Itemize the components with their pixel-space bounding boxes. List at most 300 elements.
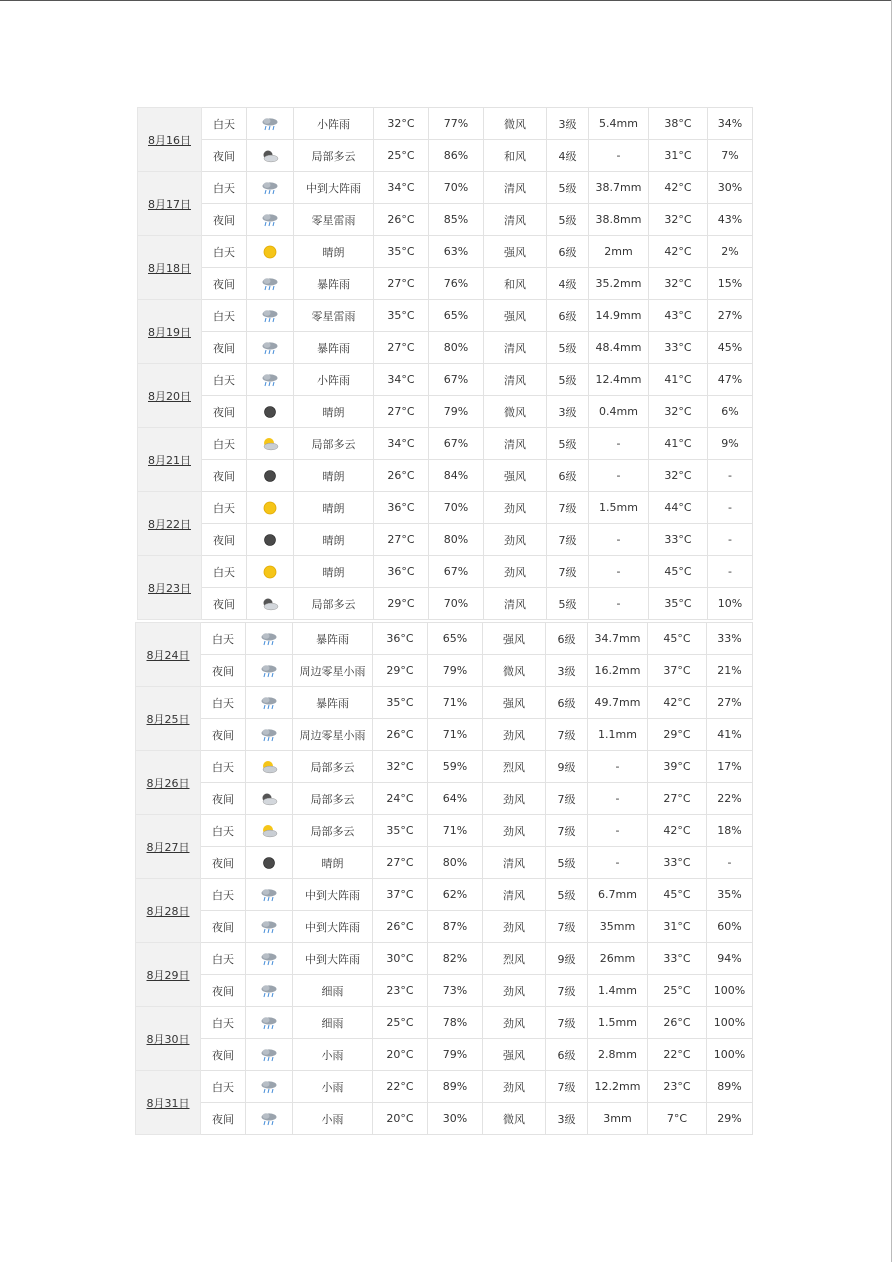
moon-icon bbox=[260, 856, 278, 870]
date-cell bbox=[138, 172, 202, 236]
partly-cloudy-night-icon bbox=[261, 149, 279, 163]
icon-cell bbox=[246, 975, 293, 1007]
wind-cell: 劲风 bbox=[483, 719, 546, 751]
probability-cell: 94% bbox=[707, 943, 753, 975]
rainfall-cell: - bbox=[588, 783, 648, 815]
feels-like-cell: 33°C bbox=[649, 524, 708, 556]
wind-level-cell: 6级 bbox=[547, 300, 589, 332]
weather-cell: 中到大阵雨 bbox=[293, 911, 373, 943]
rainfall-cell: - bbox=[588, 751, 648, 783]
table-row bbox=[136, 751, 753, 783]
humidity-cell: 67% bbox=[429, 556, 484, 588]
feels-like-cell: 25°C bbox=[648, 975, 707, 1007]
icon-cell bbox=[247, 364, 294, 396]
probability-cell: 43% bbox=[708, 204, 753, 236]
temperature-cell: 35°C bbox=[374, 236, 429, 268]
temperature-cell: 26°C bbox=[373, 719, 428, 751]
icon-cell bbox=[246, 1071, 293, 1103]
humidity-cell: 89% bbox=[428, 1071, 483, 1103]
weather-table-1 bbox=[137, 107, 753, 620]
table-row bbox=[138, 332, 753, 364]
feels-like-cell: 43°C bbox=[649, 300, 708, 332]
probability-cell: - bbox=[708, 556, 753, 588]
wind-level-cell: 5级 bbox=[547, 588, 589, 620]
date-link[interactable]: 8月21日 bbox=[148, 453, 191, 467]
probability-cell: 30% bbox=[708, 172, 753, 204]
icon-cell bbox=[246, 911, 293, 943]
period-cell: 白天 bbox=[202, 172, 247, 204]
rainfall-cell: - bbox=[588, 847, 648, 879]
wind-cell: 清风 bbox=[484, 364, 547, 396]
rainfall-cell: 12.2mm bbox=[588, 1071, 648, 1103]
wind-cell: 劲风 bbox=[483, 975, 546, 1007]
date-link[interactable]: 8月17日 bbox=[148, 197, 191, 211]
date-link[interactable]: 8月31日 bbox=[146, 1096, 190, 1110]
wind-cell: 劲风 bbox=[483, 1071, 546, 1103]
period-cell: 白天 bbox=[201, 1007, 246, 1039]
humidity-cell: 70% bbox=[429, 588, 484, 620]
probability-cell: - bbox=[707, 847, 753, 879]
temperature-cell: 35°C bbox=[374, 300, 429, 332]
wind-level-cell: 7级 bbox=[547, 492, 589, 524]
feels-like-cell: 33°C bbox=[648, 847, 707, 879]
wind-level-cell: 6级 bbox=[546, 687, 588, 719]
table-row bbox=[138, 364, 753, 396]
humidity-cell: 77% bbox=[429, 108, 484, 140]
rainfall-cell: 2.8mm bbox=[588, 1039, 648, 1071]
humidity-cell: 70% bbox=[429, 492, 484, 524]
wind-level-cell: 7级 bbox=[546, 1071, 588, 1103]
icon-cell bbox=[246, 879, 293, 911]
table-row bbox=[138, 140, 753, 172]
rainfall-cell: 35mm bbox=[588, 911, 648, 943]
probability-cell: 100% bbox=[707, 1007, 753, 1039]
probability-cell: 22% bbox=[707, 783, 753, 815]
period-cell: 白天 bbox=[201, 879, 246, 911]
table-row bbox=[138, 300, 753, 332]
probability-cell: 15% bbox=[708, 268, 753, 300]
table-row bbox=[136, 847, 753, 879]
date-link[interactable]: 8月22日 bbox=[148, 517, 191, 531]
wind-cell: 强风 bbox=[484, 236, 547, 268]
temperature-cell: 36°C bbox=[373, 623, 428, 655]
temperature-cell: 29°C bbox=[373, 655, 428, 687]
humidity-cell: 71% bbox=[428, 687, 483, 719]
cloud-rain-icon bbox=[261, 181, 279, 195]
feels-like-cell: 22°C bbox=[648, 1039, 707, 1071]
wind-level-cell: 7级 bbox=[546, 911, 588, 943]
feels-like-cell: 31°C bbox=[648, 911, 707, 943]
probability-cell: 21% bbox=[707, 655, 753, 687]
rainfall-cell: 1.1mm bbox=[588, 719, 648, 751]
temperature-cell: 27°C bbox=[374, 524, 429, 556]
wind-level-cell: 5级 bbox=[547, 364, 589, 396]
rainfall-cell: - bbox=[589, 140, 649, 172]
humidity-cell: 63% bbox=[429, 236, 484, 268]
cloud-rain-icon bbox=[260, 632, 278, 646]
date-link[interactable]: 8月30日 bbox=[146, 1032, 190, 1046]
rainfall-cell: 38.7mm bbox=[589, 172, 649, 204]
weather-cell: 小雨 bbox=[293, 1071, 373, 1103]
weather-cell: 局部多云 bbox=[294, 588, 374, 620]
temperature-cell: 32°C bbox=[373, 751, 428, 783]
humidity-cell: 85% bbox=[429, 204, 484, 236]
weather-cell: 细雨 bbox=[293, 1007, 373, 1039]
icon-cell bbox=[246, 783, 293, 815]
probability-cell: - bbox=[708, 492, 753, 524]
wind-level-cell: 7级 bbox=[546, 975, 588, 1007]
humidity-cell: 76% bbox=[429, 268, 484, 300]
date-link[interactable]: 8月27日 bbox=[146, 840, 190, 854]
humidity-cell: 65% bbox=[429, 300, 484, 332]
probability-cell: 45% bbox=[708, 332, 753, 364]
cloud-rain-icon bbox=[260, 952, 278, 966]
wind-cell: 微风 bbox=[483, 655, 546, 687]
temperature-cell: 30°C bbox=[373, 943, 428, 975]
cloud-rain-icon bbox=[261, 373, 279, 387]
probability-cell: 18% bbox=[707, 815, 753, 847]
rainfall-cell: 12.4mm bbox=[589, 364, 649, 396]
wind-cell: 和风 bbox=[484, 140, 547, 172]
period-cell: 白天 bbox=[201, 623, 246, 655]
period-cell: 夜间 bbox=[201, 655, 246, 687]
humidity-cell: 71% bbox=[428, 815, 483, 847]
rainfall-cell: 35.2mm bbox=[589, 268, 649, 300]
wind-level-cell: 5级 bbox=[547, 204, 589, 236]
humidity-cell: 79% bbox=[429, 396, 484, 428]
wind-cell: 清风 bbox=[484, 172, 547, 204]
period-cell: 夜间 bbox=[202, 140, 247, 172]
wind-cell: 烈风 bbox=[483, 943, 546, 975]
wind-cell: 清风 bbox=[484, 204, 547, 236]
date-link[interactable]: 8月19日 bbox=[148, 325, 191, 339]
probability-cell: 2% bbox=[708, 236, 753, 268]
cloud-rain-icon bbox=[261, 309, 279, 323]
date-cell bbox=[138, 236, 202, 300]
weather-cell: 暴阵雨 bbox=[294, 332, 374, 364]
wind-cell: 强风 bbox=[483, 1039, 546, 1071]
rainfall-cell: - bbox=[589, 460, 649, 492]
cloud-rain-icon bbox=[260, 664, 278, 678]
temperature-cell: 26°C bbox=[374, 204, 429, 236]
date-cell bbox=[138, 108, 202, 172]
weather-cell: 晴朗 bbox=[293, 847, 373, 879]
moon-icon bbox=[261, 405, 279, 419]
temperature-cell: 34°C bbox=[374, 172, 429, 204]
cloud-rain-icon bbox=[260, 1112, 278, 1126]
icon-cell bbox=[246, 719, 293, 751]
period-cell: 夜间 bbox=[202, 396, 247, 428]
weather-cell: 周边零星小雨 bbox=[293, 655, 373, 687]
temperature-cell: 34°C bbox=[374, 428, 429, 460]
date-link[interactable]: 8月23日 bbox=[148, 581, 191, 595]
cloud-rain-icon bbox=[261, 117, 279, 131]
weather-cell: 中到大阵雨 bbox=[293, 879, 373, 911]
table-row bbox=[138, 268, 753, 300]
wind-cell: 清风 bbox=[484, 428, 547, 460]
date-cell bbox=[138, 492, 202, 556]
wind-level-cell: 7级 bbox=[547, 524, 589, 556]
probability-cell: 100% bbox=[707, 1039, 753, 1071]
wind-cell: 和风 bbox=[484, 268, 547, 300]
date-cell bbox=[136, 815, 201, 879]
cloud-rain-icon bbox=[260, 696, 278, 710]
temperature-cell: 20°C bbox=[373, 1103, 428, 1135]
temperature-cell: 25°C bbox=[374, 140, 429, 172]
period-cell: 白天 bbox=[202, 108, 247, 140]
rainfall-cell: - bbox=[589, 556, 649, 588]
date-link[interactable]: 8月29日 bbox=[146, 968, 190, 982]
icon-cell bbox=[247, 428, 294, 460]
page-top-border bbox=[0, 0, 892, 1]
feels-like-cell: 37°C bbox=[648, 655, 707, 687]
rainfall-cell: 16.2mm bbox=[588, 655, 648, 687]
rainfall-cell: - bbox=[589, 588, 649, 620]
rainfall-cell: 14.9mm bbox=[589, 300, 649, 332]
table-row bbox=[136, 815, 753, 847]
temperature-cell: 29°C bbox=[374, 588, 429, 620]
partly-cloudy-night-icon bbox=[260, 792, 278, 806]
table-row bbox=[136, 1007, 753, 1039]
wind-cell: 劲风 bbox=[483, 1007, 546, 1039]
temperature-cell: 22°C bbox=[373, 1071, 428, 1103]
feels-like-cell: 41°C bbox=[649, 364, 708, 396]
probability-cell: 10% bbox=[708, 588, 753, 620]
cloud-rain-icon bbox=[261, 277, 279, 291]
probability-cell: 35% bbox=[707, 879, 753, 911]
date-cell bbox=[138, 556, 202, 620]
weather-cell: 晴朗 bbox=[294, 492, 374, 524]
icon-cell bbox=[246, 1103, 293, 1135]
icon-cell bbox=[247, 108, 294, 140]
rainfall-cell: 6.7mm bbox=[588, 879, 648, 911]
wind-cell: 强风 bbox=[484, 460, 547, 492]
table-row bbox=[136, 943, 753, 975]
table-row bbox=[138, 524, 753, 556]
icon-cell bbox=[246, 1039, 293, 1071]
probability-cell: 27% bbox=[707, 687, 753, 719]
humidity-cell: 70% bbox=[429, 172, 484, 204]
humidity-cell: 79% bbox=[428, 655, 483, 687]
temperature-cell: 27°C bbox=[374, 332, 429, 364]
humidity-cell: 80% bbox=[428, 847, 483, 879]
probability-cell: - bbox=[708, 460, 753, 492]
wind-cell: 强风 bbox=[484, 300, 547, 332]
feels-like-cell: 31°C bbox=[649, 140, 708, 172]
period-cell: 白天 bbox=[201, 751, 246, 783]
wind-cell: 劲风 bbox=[484, 524, 547, 556]
feels-like-cell: 41°C bbox=[649, 428, 708, 460]
wind-level-cell: 4级 bbox=[547, 140, 589, 172]
date-cell bbox=[136, 1007, 201, 1071]
temperature-cell: 27°C bbox=[374, 396, 429, 428]
wind-cell: 强风 bbox=[483, 623, 546, 655]
probability-cell: 29% bbox=[707, 1103, 753, 1135]
date-link[interactable]: 8月16日 bbox=[148, 133, 191, 147]
cloud-rain-icon bbox=[260, 1080, 278, 1094]
period-cell: 白天 bbox=[201, 815, 246, 847]
date-link[interactable]: 8月20日 bbox=[148, 389, 191, 403]
wind-cell: 劲风 bbox=[484, 556, 547, 588]
date-link[interactable]: 8月18日 bbox=[148, 261, 191, 275]
wind-cell: 微风 bbox=[483, 1103, 546, 1135]
wind-cell: 烈风 bbox=[483, 751, 546, 783]
weather-cell: 暴阵雨 bbox=[294, 268, 374, 300]
feels-like-cell: 45°C bbox=[648, 879, 707, 911]
wind-level-cell: 3级 bbox=[546, 1103, 588, 1135]
weather-cell: 周边零星小雨 bbox=[293, 719, 373, 751]
probability-cell: 6% bbox=[708, 396, 753, 428]
icon-cell bbox=[247, 524, 294, 556]
table-row bbox=[136, 1071, 753, 1103]
probability-cell: 27% bbox=[708, 300, 753, 332]
icon-cell bbox=[247, 588, 294, 620]
wind-level-cell: 9级 bbox=[546, 943, 588, 975]
temperature-cell: 32°C bbox=[374, 108, 429, 140]
wind-level-cell: 5级 bbox=[547, 172, 589, 204]
wind-level-cell: 6级 bbox=[547, 460, 589, 492]
table-row bbox=[136, 1039, 753, 1071]
weather-cell: 小雨 bbox=[293, 1039, 373, 1071]
humidity-cell: 65% bbox=[428, 623, 483, 655]
period-cell: 白天 bbox=[201, 1071, 246, 1103]
temperature-cell: 35°C bbox=[373, 687, 428, 719]
cloud-rain-icon bbox=[260, 888, 278, 902]
partly-cloudy-night-icon bbox=[261, 597, 279, 611]
wind-level-cell: 6级 bbox=[546, 623, 588, 655]
table-row bbox=[136, 975, 753, 1007]
sun-icon bbox=[261, 501, 279, 515]
icon-cell bbox=[246, 1007, 293, 1039]
feels-like-cell: 33°C bbox=[648, 943, 707, 975]
period-cell: 夜间 bbox=[201, 847, 246, 879]
cloud-rain-icon bbox=[261, 213, 279, 227]
period-cell: 夜间 bbox=[201, 783, 246, 815]
wind-level-cell: 7级 bbox=[546, 1007, 588, 1039]
icon-cell bbox=[247, 332, 294, 364]
wind-level-cell: 7级 bbox=[546, 783, 588, 815]
humidity-cell: 30% bbox=[428, 1103, 483, 1135]
table-row bbox=[136, 655, 753, 687]
humidity-cell: 86% bbox=[429, 140, 484, 172]
partly-cloudy-day-icon bbox=[260, 824, 278, 838]
weather-cell: 细雨 bbox=[293, 975, 373, 1007]
table-row bbox=[138, 588, 753, 620]
date-cell bbox=[138, 428, 202, 492]
humidity-cell: 71% bbox=[428, 719, 483, 751]
icon-cell bbox=[247, 460, 294, 492]
weather-cell: 晴朗 bbox=[294, 524, 374, 556]
rainfall-cell: 38.8mm bbox=[589, 204, 649, 236]
temperature-cell: 36°C bbox=[374, 556, 429, 588]
weather-cell: 局部多云 bbox=[294, 140, 374, 172]
feels-like-cell: 42°C bbox=[649, 172, 708, 204]
wind-cell: 清风 bbox=[484, 588, 547, 620]
table-row bbox=[138, 460, 753, 492]
wind-level-cell: 7级 bbox=[547, 556, 589, 588]
cloud-rain-icon bbox=[260, 728, 278, 742]
date-cell bbox=[136, 879, 201, 943]
probability-cell: 34% bbox=[708, 108, 753, 140]
wind-level-cell: 3级 bbox=[547, 396, 589, 428]
wind-cell: 微风 bbox=[484, 396, 547, 428]
icon-cell bbox=[246, 943, 293, 975]
period-cell: 夜间 bbox=[201, 911, 246, 943]
feels-like-cell: 44°C bbox=[649, 492, 708, 524]
date-link[interactable]: 8月28日 bbox=[146, 904, 190, 918]
temperature-cell: 35°C bbox=[373, 815, 428, 847]
partly-cloudy-day-icon bbox=[261, 437, 279, 451]
wind-level-cell: 9级 bbox=[546, 751, 588, 783]
probability-cell: 33% bbox=[707, 623, 753, 655]
feels-like-cell: 42°C bbox=[648, 687, 707, 719]
weather-cell: 零星雷雨 bbox=[294, 204, 374, 236]
wind-level-cell: 5级 bbox=[547, 332, 589, 364]
feels-like-cell: 42°C bbox=[648, 815, 707, 847]
wind-cell: 劲风 bbox=[483, 815, 546, 847]
wind-level-cell: 5级 bbox=[546, 847, 588, 879]
table-row bbox=[138, 428, 753, 460]
wind-cell: 清风 bbox=[483, 879, 546, 911]
date-cell bbox=[136, 943, 201, 1007]
date-cell bbox=[136, 751, 201, 815]
table-row bbox=[138, 172, 753, 204]
wind-cell: 清风 bbox=[483, 847, 546, 879]
date-link[interactable]: 8月24日 bbox=[146, 648, 190, 662]
period-cell: 白天 bbox=[202, 556, 247, 588]
date-cell bbox=[136, 687, 201, 751]
icon-cell bbox=[246, 623, 293, 655]
weather-cell: 晴朗 bbox=[294, 396, 374, 428]
humidity-cell: 84% bbox=[429, 460, 484, 492]
humidity-cell: 87% bbox=[428, 911, 483, 943]
feels-like-cell: 42°C bbox=[649, 236, 708, 268]
weather-cell: 局部多云 bbox=[293, 751, 373, 783]
icon-cell bbox=[247, 300, 294, 332]
rainfall-cell: - bbox=[588, 815, 648, 847]
period-cell: 白天 bbox=[202, 236, 247, 268]
feels-like-cell: 33°C bbox=[649, 332, 708, 364]
table-row bbox=[138, 492, 753, 524]
temperature-cell: 36°C bbox=[374, 492, 429, 524]
date-link[interactable]: 8月26日 bbox=[146, 776, 190, 790]
feels-like-cell: 32°C bbox=[649, 460, 708, 492]
rainfall-cell: - bbox=[589, 524, 649, 556]
wind-level-cell: 4级 bbox=[547, 268, 589, 300]
icon-cell bbox=[247, 236, 294, 268]
weather-cell: 暴阵雨 bbox=[293, 623, 373, 655]
cloud-rain-icon bbox=[260, 1016, 278, 1030]
humidity-cell: 59% bbox=[428, 751, 483, 783]
table-row bbox=[136, 783, 753, 815]
weather-cell: 暴阵雨 bbox=[293, 687, 373, 719]
humidity-cell: 80% bbox=[429, 332, 484, 364]
temperature-cell: 26°C bbox=[373, 911, 428, 943]
partly-cloudy-day-icon bbox=[260, 760, 278, 774]
temperature-cell: 37°C bbox=[373, 879, 428, 911]
feels-like-cell: 7°C bbox=[648, 1103, 707, 1135]
weather-cell: 晴朗 bbox=[294, 556, 374, 588]
icon-cell bbox=[246, 847, 293, 879]
weather-cell: 中到大阵雨 bbox=[293, 943, 373, 975]
period-cell: 夜间 bbox=[202, 268, 247, 300]
temperature-cell: 34°C bbox=[374, 364, 429, 396]
humidity-cell: 80% bbox=[429, 524, 484, 556]
probability-cell: 89% bbox=[707, 1071, 753, 1103]
date-link[interactable]: 8月25日 bbox=[146, 712, 190, 726]
weather-cell: 小阵雨 bbox=[294, 108, 374, 140]
period-cell: 白天 bbox=[202, 300, 247, 332]
